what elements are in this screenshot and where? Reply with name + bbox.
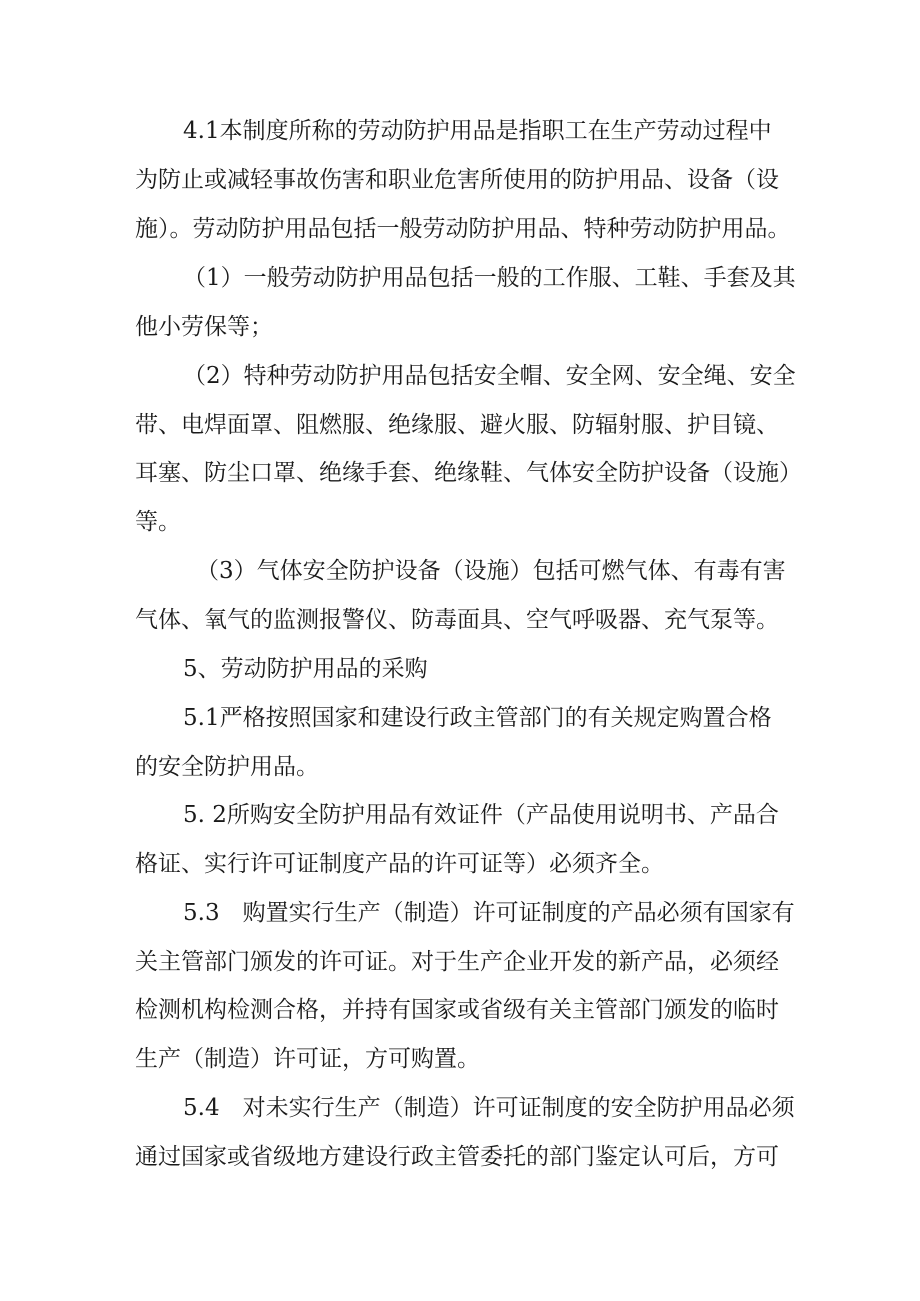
text-line: 关主管部门颁发的许可证。对于生产企业开发的新产品，必须经	[135, 949, 779, 975]
text-line: 通过国家或省级地方建设行政主管委托的部门鉴定认可后，方可	[135, 1144, 779, 1170]
text-line: 5.4 对未实行生产（制造）许可证制度的安全防护用品必须	[183, 1095, 795, 1121]
text-line: 5. 2所购安全防护用品有效证件（产品使用说明书、产品合	[183, 802, 779, 828]
text-line: 他小劳保等；	[135, 314, 273, 340]
text-line: 生产（制造）许可证，方可购置。	[135, 1046, 480, 1072]
text-line: 耳塞、防尘口罩、绝缘手套、绝缘鞋、气体安全防护设备（设施）	[135, 460, 802, 486]
text-line: （3）气体安全防护设备（设施）包括可燃气体、有毒有害	[196, 558, 786, 584]
text-line: （1）一般劳动防护用品包括一般的工作服、工鞋、手套及其	[183, 265, 796, 291]
text-line: 格证、实行许可证制度产品的许可证等）必须齐全。	[135, 851, 664, 877]
section-heading: 5、劳动防护用品的采购	[183, 656, 428, 682]
text-line: 施）。劳动防护用品包括一般劳动防护用品、特种劳动防护用品。	[135, 216, 791, 242]
text-line: 气体、氧气的监测报警仪、防毒面具、空气呼吸器、充气泵等。	[135, 607, 779, 633]
text-line: （2）特种劳动防护用品包括安全帽、安全网、安全绳、安全	[183, 363, 796, 389]
text-line: 的安全防护用品。	[135, 754, 319, 780]
text-line: 检测机构检测合格，并持有国家或省级有关主管部门颁发的临时	[135, 997, 779, 1023]
text-line: 4.1本制度所称的劳动防护用品是指职工在生产劳动过程中	[183, 118, 772, 144]
text-line: 5.1严格按照国家和建设行政主管部门的有关规定购置合格	[183, 705, 772, 731]
text-line: 为防止或减轻事故伤害和职业危害所使用的防护用品、设备（设	[135, 167, 779, 193]
text-line: 等。	[135, 509, 181, 535]
text-line: 带、电焊面罩、阻燃服、绝缘服、避火服、防辐射服、护目镜、	[135, 412, 779, 438]
text-line: 5.3 购置实行生产（制造）许可证制度的产品必须有国家有	[183, 900, 795, 926]
